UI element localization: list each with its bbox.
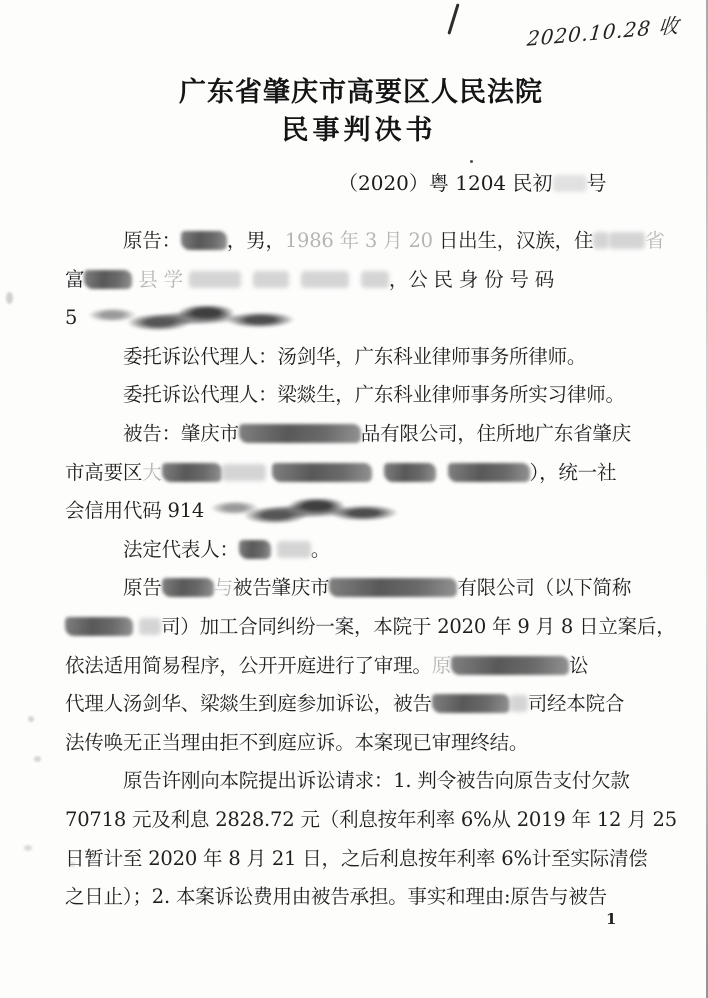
document-line — [65, 222, 665, 261]
text-run: 司）加工合同纠纷一案，本院于 2020 年 9 月 8 日立案后， — [161, 614, 676, 638]
text-run: 会信用代码 914 — [65, 499, 205, 523]
scan-speck — [70, 862, 75, 867]
document-line — [65, 801, 677, 840]
document-line — [65, 724, 653, 763]
case-number-suffix: 号 — [586, 171, 607, 195]
text-run: 法定代表人： — [123, 537, 239, 561]
text-run: 代理人汤剑华、梁燚生到庭参加诉讼，被告 — [65, 692, 432, 716]
document-line — [65, 569, 653, 608]
redaction-mark — [451, 656, 569, 675]
document-line — [65, 878, 653, 917]
faint-redaction-blob — [609, 232, 645, 249]
document-line — [65, 338, 653, 377]
scan-speck — [34, 756, 41, 762]
case-number-prefix: （2020）粤 1204 民初 — [338, 171, 553, 195]
text-run: 富 — [65, 267, 85, 291]
text-run: ），统一社 — [529, 460, 617, 484]
document-line — [65, 647, 653, 686]
text-run: 被告肇庆市 — [232, 576, 330, 600]
text-run: 依法适用简易程序，公开开庭进行了审理。 — [65, 653, 432, 677]
document-line — [65, 454, 653, 493]
text-run: 有限公司（以下简称 — [457, 576, 632, 600]
document-line — [65, 376, 653, 415]
text-run: ，男， — [226, 229, 285, 252]
redaction-mark — [84, 270, 132, 289]
redaction-mark — [162, 578, 214, 597]
text-run: 讼 — [569, 653, 589, 677]
redaction-mark — [432, 694, 510, 713]
faint-redaction-blob — [139, 618, 161, 635]
text-run: 委托诉讼代理人：汤剑华，广东科业律师事务所律师。 — [123, 344, 587, 368]
body-lines — [65, 222, 677, 917]
document-line — [65, 608, 676, 647]
faint-redaction-blob — [253, 271, 289, 288]
faint-text-run: 省 — [645, 229, 665, 252]
faint-redaction-blob — [361, 271, 389, 288]
text-run: 原告许刚向本院提出诉讼请求：1. 判令被告向原告支付欠款 — [123, 769, 630, 793]
text-run — [266, 461, 272, 484]
document-line — [65, 299, 653, 338]
faint-redaction-blob — [222, 464, 266, 481]
text-run: 5 — [65, 306, 78, 330]
text-run: 委托诉讼代理人：梁燚生，广东科业律师事务所实习律师。 — [123, 383, 625, 407]
redaction-mark — [239, 424, 361, 443]
redaction-mark — [448, 463, 530, 482]
faint-text-run: 县 学 — [132, 267, 189, 291]
text-run: 。 — [310, 537, 331, 561]
heavy-redaction-mark — [204, 497, 409, 525]
document-type-title: 民事判决书 — [281, 115, 437, 146]
document-line — [65, 685, 653, 724]
scan-speck — [28, 716, 34, 722]
handwritten-date-note: 2020.10.28 收 — [526, 13, 681, 51]
case-number — [338, 167, 607, 196]
heavy-redaction-mark — [77, 304, 312, 332]
text-run — [372, 461, 384, 484]
faint-redaction-blob — [510, 695, 528, 712]
text-run — [436, 461, 448, 484]
text-run: 司经本院合 — [527, 692, 625, 716]
text-run: 之日止）；2. 本案诉讼费用由被告承担。事实和理由:原告与被告 — [65, 885, 607, 909]
court-name: 广东省肇庆市高要区人民法院 — [179, 77, 543, 108]
redaction-mark — [272, 463, 372, 482]
text-run — [241, 268, 253, 291]
text-run — [271, 538, 277, 561]
document-line — [65, 492, 653, 531]
text-run: 法传唤无正当理由拒不到庭应诉。本案现已审理终结。 — [65, 730, 529, 754]
text-run: 70718 元及利息 2828.72 元（利息按年利率 6%从 2019 年 12 月 25 — [65, 807, 677, 831]
redaction-mark — [181, 231, 227, 250]
text-run: 原告 — [123, 576, 162, 600]
text-run: 品有限公司，住所地广东省肇庆 — [360, 421, 632, 445]
text-run: 市高要区 — [65, 460, 143, 484]
text-run — [289, 268, 301, 291]
text-run: ，公 民 身 份 号 码 — [388, 267, 555, 291]
page-number: 1 — [606, 910, 617, 928]
redaction-mark — [329, 578, 457, 597]
faint-text-run: 大 — [142, 460, 162, 484]
document-line — [65, 840, 653, 879]
faint-redaction-blob — [277, 541, 311, 558]
faint-redaction-blob — [301, 271, 349, 288]
faint-redaction-blob — [593, 232, 609, 249]
document-line — [65, 762, 653, 801]
redaction-mark — [162, 463, 222, 482]
text-run: 日暂计至 2020 年 8 月 21 日，之后利息按年利率 6%计至实际清偿 — [65, 846, 648, 870]
redaction-mark — [65, 617, 133, 636]
document-line — [65, 261, 653, 300]
text-run — [349, 268, 361, 291]
document-line — [65, 415, 653, 454]
redaction-mark — [384, 463, 436, 482]
text-run: 日出生，汉族，住 — [438, 229, 594, 252]
text-run: 原告： — [123, 229, 181, 252]
document-line — [65, 531, 653, 570]
faint-redaction-blob — [189, 271, 241, 288]
redaction-mark — [239, 540, 271, 559]
scan-speck — [24, 845, 32, 851]
ink-dot — [470, 160, 473, 163]
case-number-redaction — [553, 175, 587, 192]
faint-text-run: 与 — [213, 576, 233, 600]
faint-text-run: 1986 年 3 月 20 — [284, 229, 439, 252]
text-run: 被告：肇庆市 — [123, 421, 239, 445]
scan-speck — [6, 292, 13, 304]
pen-slash-mark — [447, 3, 459, 34]
faint-text-run: 原 — [431, 653, 452, 677]
